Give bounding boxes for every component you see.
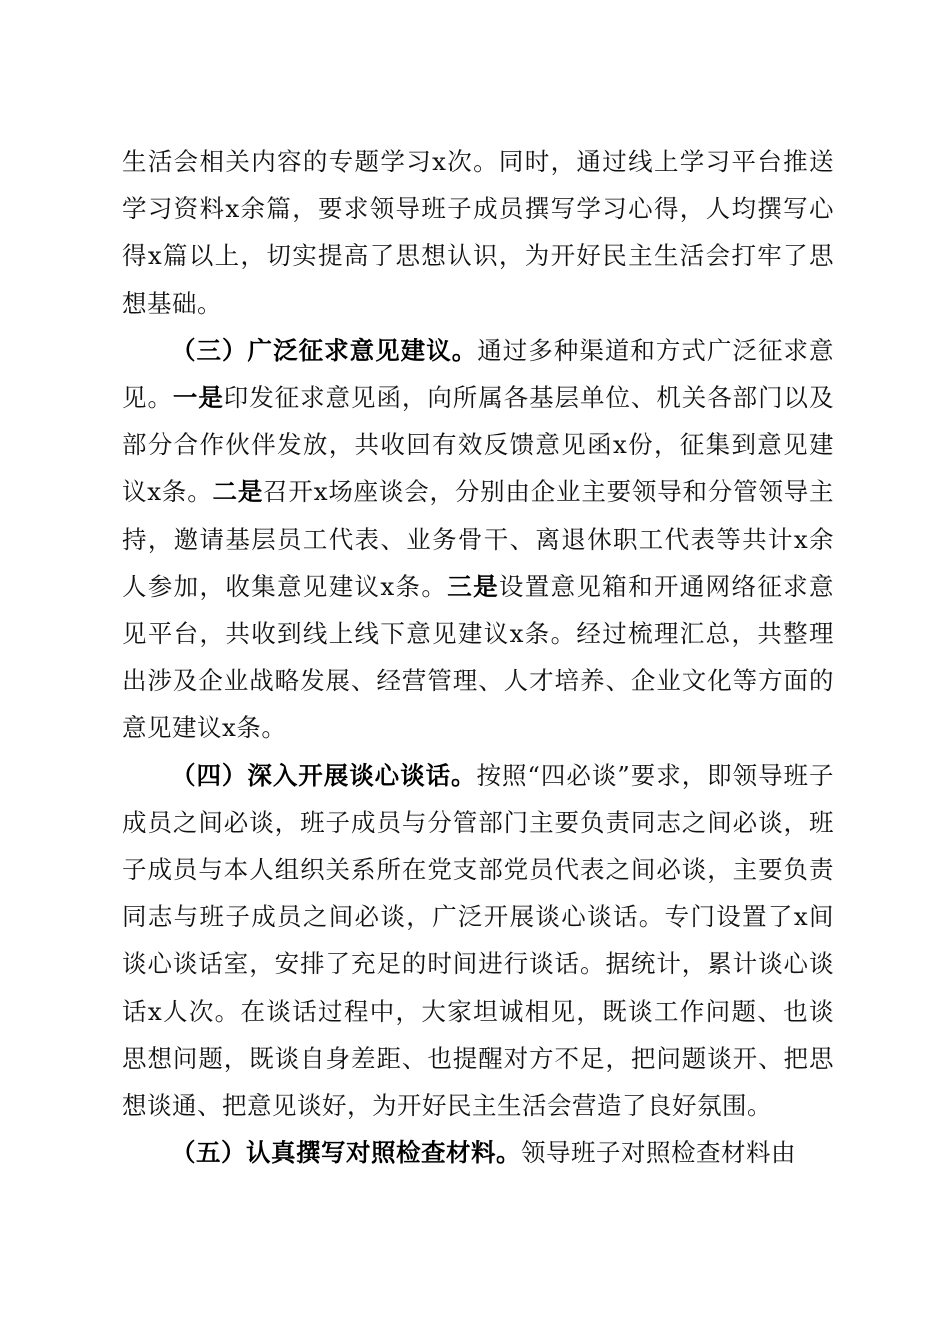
document-body xyxy=(122,138,834,1176)
section-heading-five: （五）认真撰写对照检查材料。 xyxy=(171,1138,521,1168)
marker-first: 一是 xyxy=(172,383,224,413)
paragraph-text: 领导班子对照检查材料由 xyxy=(521,1138,796,1168)
paragraph-text: 召开x场座谈会，分别由企业主要领导和分管领导主持，邀请基层员工代表、业务骨干、离退休职工代表等共计x余人参加，收集意见建议x条。 xyxy=(122,477,834,601)
paragraph-text: 印发征求意见函，向所属各基层单位、机关各部门以及部分合作伙伴发放，共收回有效反馈意见函x份，征集到意见建议x条。 xyxy=(122,383,835,507)
paragraph-text: 生活会相关内容的专题学习x次。同时，通过线上学习平台推送学习资料x余篇，要求领导班子成员撰写学习心得，人均撰写心得x篇以上，切实提高了思想认识，为开好民主生活会打牢了思想基础。 xyxy=(122,147,834,318)
paragraph-text: 通过多种渠道和方式广泛征求意见。 xyxy=(122,335,835,413)
paragraph-study-continuation xyxy=(122,138,834,327)
paragraph-heart-to-heart xyxy=(122,752,834,1130)
marker-third: 三是 xyxy=(447,571,499,601)
section-heading-four: （四）深入开展谈心谈话。 xyxy=(171,760,477,790)
paragraph-solicit-opinions xyxy=(122,327,834,752)
paragraph-text: 按照“四必谈”要求，即领导班子成员之间必谈，班子成员与分管部门主要负责同志之间必谈，班子成员与本人组织关系所在党支部党员代表之间必谈，主要负责同志与班子成员之间必谈，广泛开展谈心谈话。专门设置了x间谈心谈话室，安排了充足的时间进行谈话。据统计，累计谈心谈话x人次。在谈话过程中，大家坦诚相见，既谈工作问题、也谈思想问题，既谈自身差距、也提醒对方不足，把问题谈开、把思想谈通、把意见谈好，为开好民主生活会营造了良好氛围。 xyxy=(122,760,834,1121)
paragraph-review-materials xyxy=(122,1129,834,1176)
paragraph-text: 设置意见箱和开通网络征求意见平台，共收到线上线下意见建议x条。经过梳理汇总，共整理出涉及企业战略发展、经营管理、人才培养、企业文化等方面的意见建议x条。 xyxy=(122,571,834,743)
section-heading-three: （三）广泛征求意见建议。 xyxy=(171,335,478,365)
marker-second: 二是 xyxy=(212,477,264,507)
